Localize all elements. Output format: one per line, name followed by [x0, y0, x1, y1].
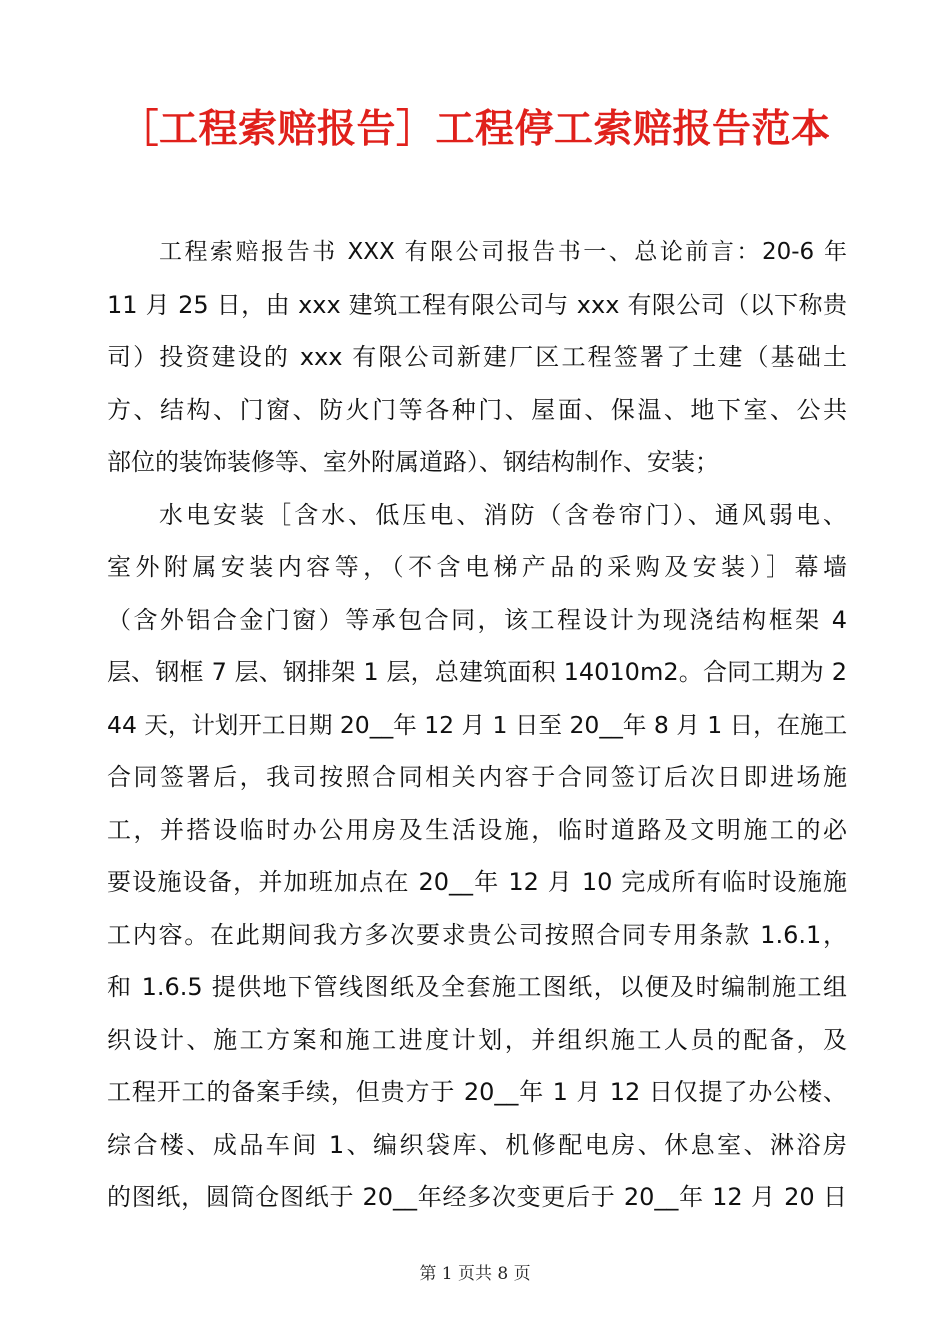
paragraph-line: 44 天，计划开工日期 20__年 12 月 1 日至 20__年 8 月 1 日，在施工: [107, 710, 848, 739]
paragraph-line: （含外铝合金门窗）等承包合同，该工程设计为现浇结构框架 4: [107, 605, 847, 634]
paragraph-line: 11 月 25 日，由 xxx 建筑工程有限公司与 xxx 有限公司（以下称贵: [107, 290, 847, 319]
paragraph-line: 工程索赔报告书 XXX 有限公司报告书一、总论前言：20-6 年: [159, 239, 847, 265]
paragraph-line: 层、钢框 7 层、钢排架 1 层，总建筑面积 14010m2。合同工期为 2: [107, 658, 847, 686]
page-footer: 第 1 页共 8 页: [419, 1264, 531, 1284]
paragraph-line: 要设施设备，并加班加点在 20__年 12 月 10 完成所有临时设施施: [107, 868, 847, 896]
paragraph-line: 工程开工的备案手续，但贵方于 20__年 1 月 12 日仅提了办公楼、: [107, 1078, 847, 1106]
paragraph-line: 部位的装饰装修等、室外附属道路）、钢结构制作、安装；: [107, 448, 719, 476]
document-title: ［工程索赔报告］工程停工索赔报告范本: [119, 107, 831, 152]
paragraph-line: 工，并搭设临时办公用房及生活设施，临时道路及文明施工的必: [107, 815, 847, 844]
paragraph-line: 的图纸，圆筒仓图纸于 20__年经多次变更后于 20__年 12 月 20 日: [107, 1183, 847, 1211]
paragraph-line: 水电安装［含水、低压电、消防（含卷帘门）、通风弱电、: [159, 500, 847, 529]
paragraph-line: 综合楼、成品车间 1、编织袋库、机修配电房、休息室、淋浴房: [107, 1130, 847, 1159]
paragraph-line: 织设计、施工方案和施工进度计划，并组织施工人员的配备，及: [107, 1025, 847, 1054]
paragraph-2: [107, 489, 847, 1224]
paragraph-line: 合同签署后，我司按照合同相关内容于合同签订后次日即进场施: [107, 763, 847, 791]
document-body: [107, 226, 847, 1224]
paragraph-line: 和 1.6.5 提供地下管线图纸及全套施工图纸，以便及时编制施工组: [107, 973, 847, 1001]
paragraph-1: [107, 226, 847, 489]
paragraph-line: 工内容。在此期间我方多次要求贵公司按照合同专用条款 1.6.1，: [107, 920, 847, 949]
paragraph-line: 室外附属安装内容等，（不含电梯产品的采购及安装）］幕墙: [107, 553, 847, 581]
paragraph-line: 司）投资建设的 xxx 有限公司新建厂区工程签署了土建（基础土: [107, 343, 847, 371]
paragraph-line: 方、结构、门窗、防火门等各种门、屋面、保温、地下室、公共: [107, 395, 847, 424]
